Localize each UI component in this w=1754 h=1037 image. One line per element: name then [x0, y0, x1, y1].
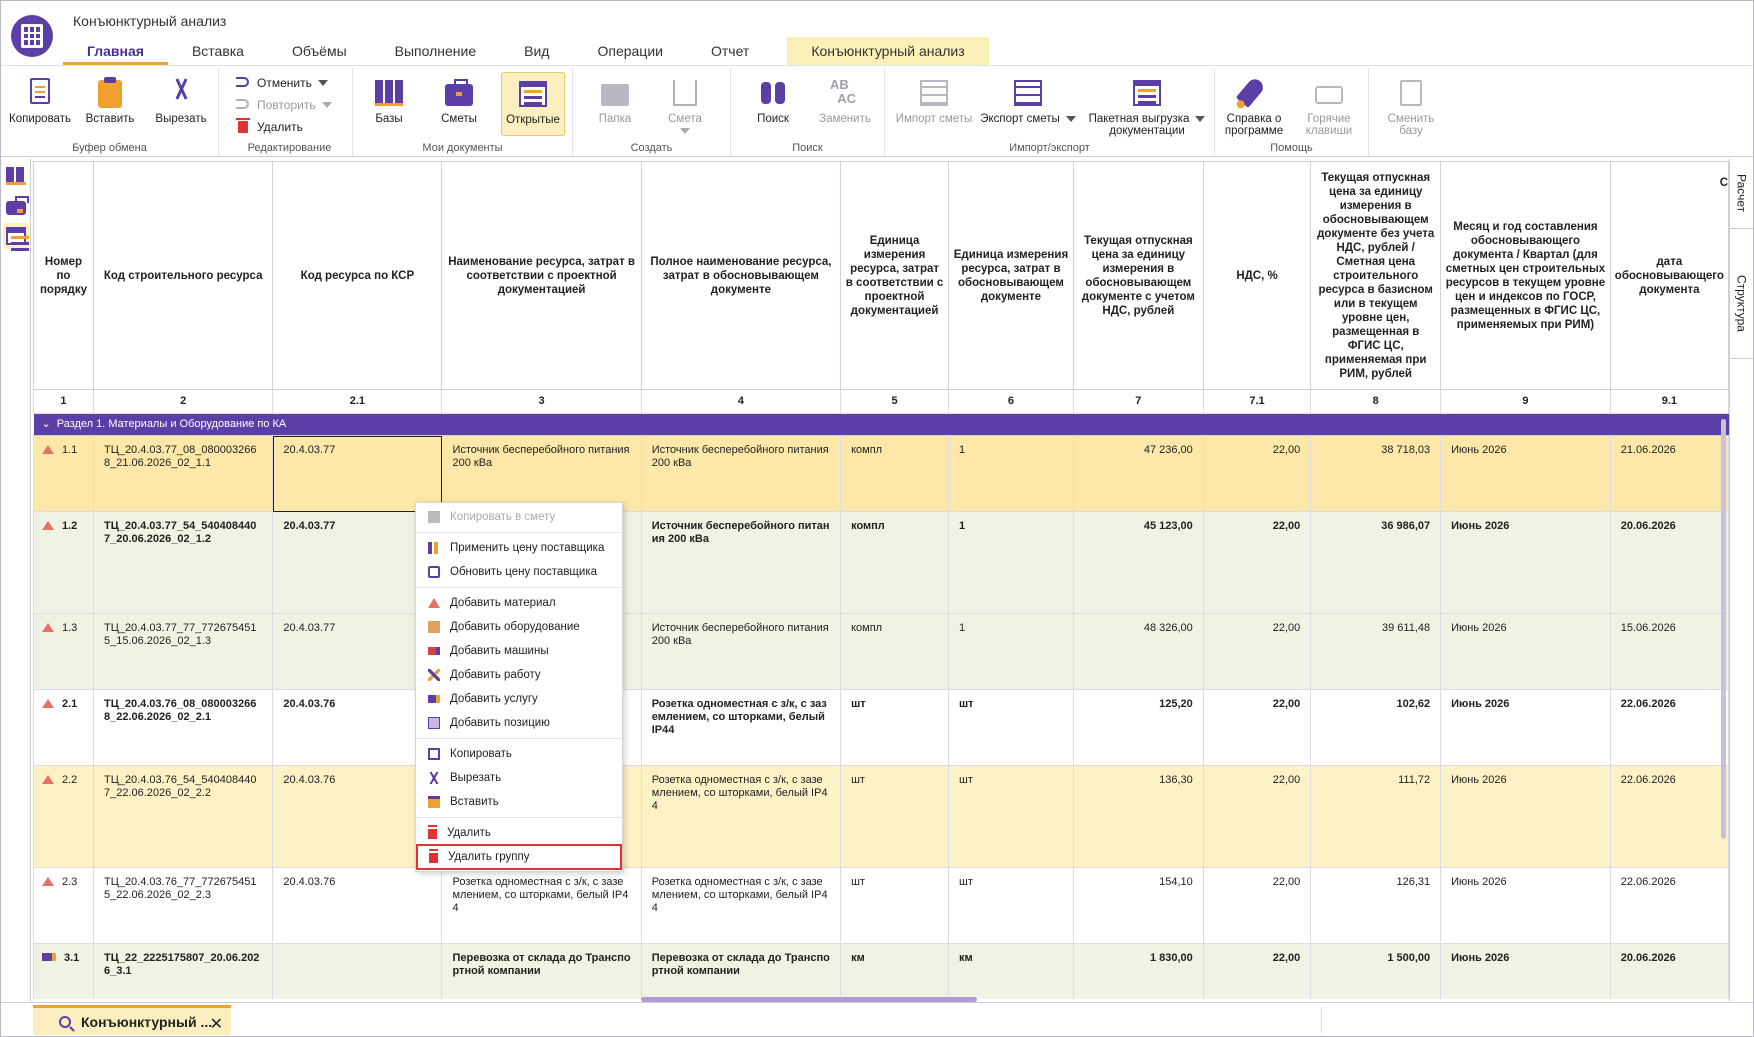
cell-unit-doc[interactable]: шт: [949, 766, 1074, 868]
row-number: 1.3: [62, 622, 78, 634]
data-grid: [33, 161, 1729, 999]
document-tab[interactable]: [33, 1005, 231, 1035]
group-label: Поиск: [792, 142, 823, 154]
import-icon: [917, 76, 951, 110]
cell-unit-doc[interactable]: км: [949, 944, 1074, 1000]
tab-home[interactable]: Главная: [63, 37, 168, 65]
about-button[interactable]: Справка о программе: [1219, 72, 1289, 136]
export-icon: [1011, 76, 1045, 110]
column-number: 8: [1311, 390, 1441, 414]
cell-price[interactable]: 39 611,48: [1311, 614, 1441, 690]
service-icon: [428, 695, 440, 703]
estimates-button[interactable]: Сметы: [429, 72, 489, 136]
tab-operations[interactable]: Операции: [597, 43, 663, 59]
open-docs-button[interactable]: Открытые: [501, 72, 565, 136]
cell-month[interactable]: Июнь 2026: [1441, 944, 1611, 1000]
copy-button[interactable]: Копировать: [5, 72, 75, 136]
cell-unit[interactable]: км: [841, 944, 949, 1000]
cell-price[interactable]: 111,72: [1311, 766, 1441, 868]
cell-unit[interactable]: компл: [841, 512, 949, 614]
cell-unit-doc[interactable]: 1: [949, 614, 1074, 690]
cell-full-name[interactable]: Розетка одноместная с з/к, с заземлением, со шторками, белый IP44: [641, 690, 840, 766]
cell-unit-doc[interactable]: шт: [949, 868, 1074, 944]
cell-date[interactable]: 22.06.2026: [1610, 766, 1728, 868]
folder-icon: [598, 76, 632, 110]
cell-price[interactable]: 38 718,03: [1311, 436, 1441, 512]
switch-base-button[interactable]: Сменить базу: [1381, 72, 1441, 136]
app-title: Конъюнктурный анализ: [73, 13, 227, 29]
row-number: 2.1: [62, 698, 78, 710]
binoculars-icon: [756, 76, 790, 110]
cell-vat[interactable]: 22,00: [1203, 944, 1310, 1000]
ribbon-tabs: [63, 37, 989, 65]
window-icon: [6, 227, 26, 245]
cell-code[interactable]: ТЦ_20.4.03.77_54_5404084407_20.06.2026_02_1.2: [93, 512, 272, 614]
table-row[interactable]: [34, 868, 1729, 944]
menu-separator: [416, 587, 622, 588]
column-number: 6: [949, 390, 1074, 414]
tab-structure[interactable]: Структура: [1730, 249, 1753, 359]
table-row[interactable]: [34, 944, 1729, 1000]
group-label: Мои документы: [422, 142, 503, 154]
tab-volumes[interactable]: Объёмы: [291, 43, 347, 59]
column-number: 7: [1073, 390, 1203, 414]
group-clipboard: [1, 68, 219, 156]
cell-vat[interactable]: 22,00: [1203, 766, 1310, 868]
cell-unit[interactable]: компл: [841, 436, 949, 512]
search-icon: [59, 1016, 71, 1028]
cell-name[interactable]: Источник бесперебойного питания 200 кВа: [442, 436, 641, 512]
menu-separator: [416, 738, 622, 739]
cell-unit[interactable]: шт: [841, 766, 949, 868]
cell-full-name[interactable]: Источник бесперебойного питания 200 кВа: [641, 512, 840, 614]
folder-button[interactable]: Папка: [585, 72, 645, 136]
menu-update-supplier-price[interactable]: Обновить цену поставщика: [416, 560, 622, 584]
bases-button[interactable]: Базы: [359, 72, 419, 136]
books-icon: [372, 76, 406, 110]
paste-icon: [428, 796, 440, 808]
menu-paste[interactable]: Вставить: [416, 790, 622, 814]
trash-icon: [235, 119, 251, 135]
column-number: 5: [841, 390, 949, 414]
column-numbers-row: [34, 390, 1729, 414]
divider: [1321, 1007, 1322, 1033]
truck-icon: [42, 953, 56, 961]
section-title: Раздел 1. Материалы и Оборудование по КА: [56, 418, 287, 430]
truck-icon: [428, 647, 440, 655]
menu-separator: [416, 817, 622, 818]
cell-code[interactable]: ТЦ_22_2225175807_20.06.2026_3.1: [93, 944, 272, 1000]
replace-icon: AB AC: [830, 77, 856, 106]
copy-icon: [23, 76, 57, 110]
tab-calculation[interactable]: Расчет: [1730, 159, 1753, 229]
menu-delete-group[interactable]: Удалить группу: [417, 845, 621, 869]
row-number: 2.2: [62, 774, 78, 786]
chevron-down-icon[interactable]: ⌄: [41, 418, 51, 430]
menu-add-machines[interactable]: Добавить машины: [416, 639, 622, 663]
cell-price-vat[interactable]: 1 830,00: [1073, 944, 1203, 1000]
cell-price[interactable]: 36 986,07: [1311, 512, 1441, 614]
trash-icon: [429, 851, 438, 863]
batch-icon: [1130, 76, 1164, 110]
header-row: [34, 162, 1729, 390]
document-tab-label: Конъюнктурный ...: [81, 1013, 213, 1030]
briefcase-icon: [6, 201, 26, 215]
new-estimate-button[interactable]: Смета: [655, 72, 715, 136]
keyboard-icon: [1312, 76, 1346, 110]
cell-month[interactable]: Июнь 2026: [1441, 868, 1611, 944]
cell-price-vat[interactable]: 45 123,00: [1073, 512, 1203, 614]
row-number: 3.1: [64, 952, 80, 964]
menu-add-work[interactable]: Добавить работу: [416, 663, 622, 687]
cell-date[interactable]: 20.06.2026: [1610, 512, 1728, 614]
chevron-down-icon: [318, 80, 328, 86]
header-cell[interactable]: Наименование ресурса, затрат в соответствии с проектной документацией: [442, 162, 641, 390]
cell-vat[interactable]: 22,00: [1203, 690, 1310, 766]
cell-vat[interactable]: 22,00: [1203, 614, 1310, 690]
trash-icon: [428, 827, 437, 839]
header-cell[interactable]: Полное наименование ресурса, затрат в обосновывающем документе: [641, 162, 840, 390]
cell-unit-doc[interactable]: 1: [949, 512, 1074, 614]
header-cell[interactable]: Единица измерения ресурса, затрат в обосновывающем документе: [949, 162, 1074, 390]
cell-unit[interactable]: компл: [841, 614, 949, 690]
cell-vat[interactable]: 22,00: [1203, 868, 1310, 944]
paste-icon: [93, 76, 127, 110]
tab-execution[interactable]: Выполнение: [394, 43, 477, 59]
rail-estimates-button[interactable]: [3, 193, 29, 219]
cell-unit[interactable]: шт: [841, 690, 949, 766]
table-row[interactable]: [34, 436, 1729, 512]
warning-icon: [42, 877, 54, 886]
copy-icon: [428, 748, 440, 760]
import-estimate-button[interactable]: Импорт сметы: [893, 72, 975, 136]
tools-icon: [428, 669, 440, 681]
replace-button[interactable]: AB AC Заменить: [819, 77, 871, 125]
menu-add-position[interactable]: Добавить позицию: [416, 711, 622, 735]
header-text: дата обосновывающего документа: [1614, 255, 1724, 296]
cell-unit[interactable]: шт: [841, 868, 949, 944]
table-row[interactable]: [34, 512, 1729, 614]
cell-price[interactable]: 1 500,00: [1311, 944, 1441, 1000]
building-icon: [668, 76, 702, 110]
table-row[interactable]: [34, 614, 1729, 690]
cell-unit-doc[interactable]: 1: [949, 436, 1074, 512]
cell-price[interactable]: 126,31: [1311, 868, 1441, 944]
menu-copy-to-estimate[interactable]: Копировать в смету: [416, 505, 622, 529]
briefcase-icon: [442, 76, 476, 110]
cell-name[interactable]: Перевозка от склада до Транспортной компании: [442, 944, 641, 1000]
column-number: 9: [1441, 390, 1611, 414]
cell-price-vat[interactable]: 47 236,00: [1073, 436, 1203, 512]
right-rail: [1729, 159, 1753, 1001]
cell-price-vat[interactable]: 136,30: [1073, 766, 1203, 868]
cell-price-vat[interactable]: 48 326,00: [1073, 614, 1203, 690]
cell-price[interactable]: 102,62: [1311, 690, 1441, 766]
menu-add-material[interactable]: Добавить материал: [416, 591, 622, 615]
cell-ksr[interactable]: 20.4.03.77: [273, 614, 442, 690]
group-help: [1215, 68, 1369, 156]
menu-add-equipment[interactable]: Добавить оборудование: [416, 615, 622, 639]
tab-market-analysis[interactable]: Конъюнктурный анализ: [787, 37, 988, 65]
table-row[interactable]: [34, 690, 1729, 766]
vertical-scrollbar[interactable]: [1721, 419, 1726, 839]
rail-open-button[interactable]: [3, 223, 29, 249]
chart-icon: [428, 542, 440, 554]
column-number: 3: [442, 390, 641, 414]
group-switch-base: [1369, 68, 1453, 156]
column-number: 4: [641, 390, 840, 414]
cell-full-name[interactable]: Источник бесперебойного питания 200 кВа: [641, 614, 840, 690]
cell-unit-doc[interactable]: шт: [949, 690, 1074, 766]
cell-date[interactable]: 21.06.2026: [1610, 436, 1728, 512]
header-cell[interactable]: Код ресурса по КСР: [273, 162, 442, 390]
books-icon: [6, 167, 26, 185]
tab-report[interactable]: Отчет: [710, 43, 750, 59]
group-search: [731, 68, 885, 156]
undo-button[interactable]: Отменить: [235, 72, 328, 94]
cell-month[interactable]: Июнь 2026: [1441, 690, 1611, 766]
close-icon[interactable]: ✕: [209, 1016, 223, 1033]
scissors-icon: [164, 76, 198, 110]
menu-cut[interactable]: Вырезать: [416, 766, 622, 790]
group-editing: [227, 68, 353, 156]
app-logo-icon: [11, 15, 53, 57]
warning-icon: [42, 445, 54, 454]
section-row[interactable]: [34, 414, 1729, 436]
position-icon: [428, 717, 440, 729]
cell-month[interactable]: Июнь 2026: [1441, 436, 1611, 512]
cell-ksr[interactable]: 20.4.03.77: [273, 436, 442, 512]
chevron-down-icon: [1066, 116, 1076, 122]
column-number: 2: [93, 390, 272, 414]
cell-code[interactable]: ТЦ_20.4.03.76_08_0800032668_22.06.2026_02_2.1: [93, 690, 272, 766]
cut-button[interactable]: Вырезать: [147, 72, 215, 136]
header-extra: С: [1719, 177, 1728, 189]
row-number: 2.3: [62, 876, 78, 888]
scissors-icon: [428, 772, 440, 784]
cell-name[interactable]: Розетка одноместная с з/к, с заземлением, со шторками, белый IP44: [442, 868, 641, 944]
group-label: Помощь: [1270, 142, 1313, 154]
chevron-down-icon: [1195, 116, 1205, 122]
table-row[interactable]: [34, 766, 1729, 868]
header-cell[interactable]: НДС, %: [1203, 162, 1310, 390]
cell-month[interactable]: Июнь 2026: [1441, 512, 1611, 614]
context-menu: [415, 502, 623, 872]
refresh-icon: [428, 566, 440, 578]
redo-icon: [235, 97, 251, 113]
cell-price-vat[interactable]: 125,20: [1073, 690, 1203, 766]
group-label: Редактирование: [247, 142, 332, 154]
cell-code[interactable]: ТЦ_20.4.03.76_77_7726754515_22.06.2026_02_2.3: [93, 868, 272, 944]
window-icon: [516, 77, 550, 111]
group-create: [573, 68, 731, 156]
header-cell[interactable]: Номер по порядку: [34, 162, 94, 390]
tab-view[interactable]: Вид: [524, 43, 550, 59]
copy-icon: [428, 511, 440, 523]
rocket-icon: [1237, 76, 1271, 110]
paste-button[interactable]: Вставить: [77, 72, 143, 136]
cell-ksr[interactable]: [273, 944, 442, 1000]
hotkeys-button[interactable]: Горячие клавиши: [1295, 72, 1363, 136]
chevron-down-icon: [680, 128, 690, 134]
cell-ksr[interactable]: 20.4.03.76: [273, 690, 442, 766]
header-cell[interactable]: [1610, 162, 1728, 390]
tab-insert[interactable]: Вставка: [191, 43, 244, 59]
header-cell[interactable]: Единица измерения ресурса, затрат в соответствии с проектной документацией: [841, 162, 949, 390]
warning-icon: [42, 775, 54, 784]
cell-code[interactable]: ТЦ_20.4.03.76_54_5404084407_22.06.2026_02_2.2: [93, 766, 272, 868]
column-number: 1: [34, 390, 94, 414]
cell-date[interactable]: 22.06.2026: [1610, 690, 1728, 766]
group-import-export: [885, 68, 1215, 156]
column-number: 9.1: [1610, 390, 1728, 414]
cell-date[interactable]: 22.06.2026: [1610, 868, 1728, 944]
header-cell[interactable]: Код строительного ресурса: [93, 162, 272, 390]
cell-full-name[interactable]: Розетка одноместная с з/к, с заземлением, со шторками, белый IP44: [641, 766, 840, 868]
column-number: 7.1: [1203, 390, 1310, 414]
cell-full-name[interactable]: Источник бесперебойного питания 200 кВа: [641, 436, 840, 512]
menu-copy[interactable]: Копировать: [416, 742, 622, 766]
search-button[interactable]: Поиск: [743, 72, 803, 136]
cell-code[interactable]: ТЦ_20.4.03.77_77_7726754515_15.06.2026_02_1.3: [93, 614, 272, 690]
menu-separator: [416, 532, 622, 533]
left-rail: [1, 159, 31, 1001]
warning-icon: [42, 699, 54, 708]
header-cell[interactable]: Текущая отпускная цена за единицу измерения в обосновывающем документе с учетом НДС, рублей: [1073, 162, 1203, 390]
cell-code[interactable]: ТЦ_20.4.03.77_08_0800032668_21.06.2026_02_1.1: [93, 436, 272, 512]
cell-month[interactable]: Июнь 2026: [1441, 614, 1611, 690]
undo-icon: [235, 75, 251, 91]
row-number: 1.1: [62, 444, 78, 456]
chevron-down-icon: [322, 102, 332, 108]
menu-add-service[interactable]: Добавить услугу: [416, 687, 622, 711]
header-cell[interactable]: Месяц и год составления обосновывающего документа / Квартал (для сметных цен строительных ресурсов в текущем уровне цен и индексов по ГОСР, размещенных в ФГИС ЦС, применяемых при РИМ): [1441, 162, 1611, 390]
cell-month[interactable]: Июнь 2026: [1441, 766, 1611, 868]
warning-icon: [42, 623, 54, 632]
redo-button[interactable]: Повторить: [235, 94, 332, 116]
rail-bases-button[interactable]: [3, 163, 29, 189]
cell-date[interactable]: 20.06.2026: [1610, 944, 1728, 1000]
cell-full-name[interactable]: Розетка одноместная с з/к, с заземлением, со шторками, белый IP44: [641, 868, 840, 944]
column-number: 2.1: [273, 390, 442, 414]
cell-date[interactable]: 15.06.2026: [1610, 614, 1728, 690]
cell-ksr[interactable]: 20.4.03.76: [273, 766, 442, 868]
group-label: Создать: [630, 142, 673, 154]
material-icon: [428, 598, 440, 608]
menu-apply-supplier-price[interactable]: Применить цену поставщика: [416, 536, 622, 560]
ribbon: [1, 65, 1753, 157]
cell-full-name[interactable]: Перевозка от склада до Транспортной компании: [641, 944, 840, 1000]
header-cell[interactable]: Текущая отпускная цена за единицу измерения в обосновывающем документе без учета НДС, рублей / Сметная цена строительного ресурса в базисном или в текущем уровне цен, размещенная в ФГИС ЦС, применяемая при РИМ, рублей: [1311, 162, 1441, 390]
batch-export-button[interactable]: Пакетная выгрузка документации: [1085, 72, 1209, 136]
cell-ksr[interactable]: 20.4.03.76: [273, 868, 442, 944]
group-label: Импорт/экспорт: [1009, 142, 1090, 154]
warning-icon: [42, 521, 54, 530]
resource-table: [33, 161, 1729, 999]
calculator-icon: [1394, 76, 1428, 110]
cell-price-vat[interactable]: 154,10: [1073, 868, 1203, 944]
menu-delete[interactable]: Удалить: [416, 821, 622, 845]
cell-vat[interactable]: 22,00: [1203, 512, 1310, 614]
group-label: Буфер обмена: [72, 142, 147, 154]
group-my-documents: [353, 68, 573, 156]
equipment-icon: [428, 621, 440, 633]
cell-ksr[interactable]: 20.4.03.77: [273, 512, 442, 614]
document-tabs-bar: [1, 1002, 1753, 1036]
delete-button[interactable]: Удалить: [235, 116, 303, 138]
row-number: 1.2: [62, 520, 78, 532]
export-estimate-button[interactable]: Экспорт сметы: [979, 72, 1077, 136]
cell-vat[interactable]: 22,00: [1203, 436, 1310, 512]
